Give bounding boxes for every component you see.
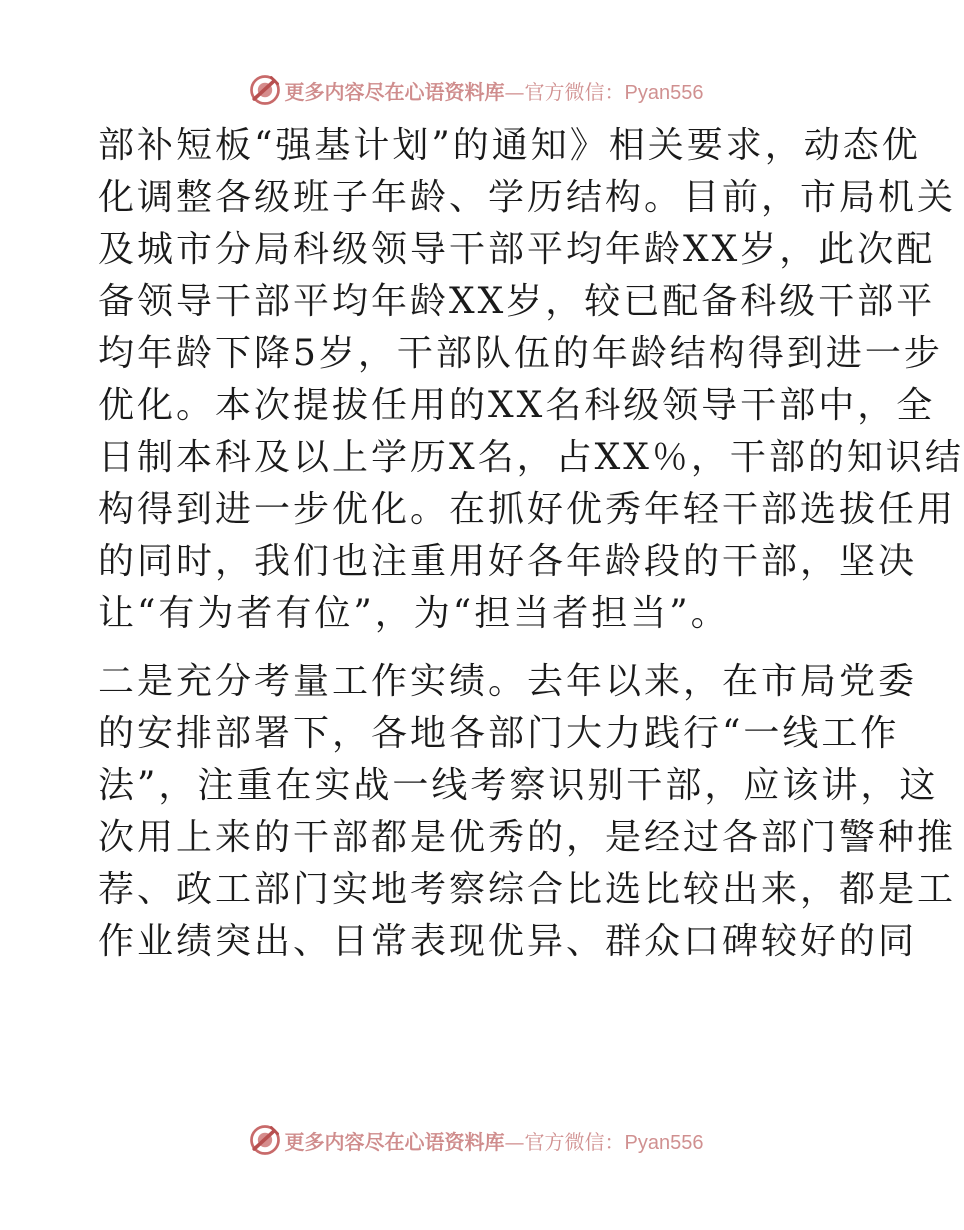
text-line: 作业绩突出、日常表现优异、群众口碑较好的同	[98, 921, 918, 962]
body-text	[98, 120, 964, 968]
text-line: 的安排部署下，各地各部门大力践行“一线工作	[98, 713, 900, 754]
text-line: 构得到进一步优化。在抓好优秀年轻干部选拔任用	[98, 489, 957, 530]
text-line: 化调整各级班子年龄、学历结构。目前，市局机关	[98, 177, 957, 218]
text-line: 让“有为者有位”，为“担当者担当”。	[98, 593, 730, 634]
text-line: 的同时，我们也注重用好各年龄段的干部，坚决	[98, 541, 918, 582]
watermark-text	[285, 1126, 704, 1155]
paragraph-gap	[98, 640, 858, 656]
watermark-main-text: 更多内容尽在心语资料库	[284, 1129, 505, 1154]
watermark-wechat-handle: Pyan556	[624, 1131, 704, 1154]
text-line: 备领导干部平均年龄XX岁，较已配备科级干部平	[98, 281, 936, 322]
watermark-wechat-label: 官方微信：	[524, 79, 625, 104]
mouse-pen-logo-icon	[247, 1122, 283, 1158]
footer-watermark	[0, 1120, 950, 1160]
watermark-wechat-label: 官方微信：	[524, 1129, 625, 1154]
paragraph-1	[98, 120, 964, 640]
watermark-wechat-handle: Pyan556	[624, 81, 704, 104]
text-line: 优化。本次提拔任用的XX名科级领导干部中，全	[98, 385, 936, 426]
text-line: 次用上来的干部都是优秀的，是经过各部门警种推	[98, 817, 957, 858]
mouse-pen-logo-icon	[247, 72, 283, 108]
text-line: 法”，注重在实战一线考察识别干部，应该讲，这	[98, 765, 939, 806]
text-line: 均年龄下降5岁，干部队伍的年龄结构得到进一步	[98, 333, 943, 374]
text-line: 部补短板“强基计划”的通知》相关要求，动态优	[98, 125, 921, 166]
watermark-separator: —	[504, 1129, 525, 1154]
watermark-text	[285, 76, 704, 105]
text-line: 荐、政工部门实地考察综合比选比较出来，都是工	[98, 869, 957, 910]
text-line: 日制本科及以上学历X名，占XX％，干部的知识结	[98, 437, 964, 478]
text-line: 及城市分局科级领导干部平均年龄XX岁，此次配	[98, 229, 936, 270]
watermark-main-text: 更多内容尽在心语资料库	[284, 79, 505, 104]
watermark-separator: —	[504, 79, 525, 104]
paragraph-2	[98, 656, 957, 968]
text-line: 二是充分考量工作实绩。去年以来，在市局党委	[98, 661, 918, 702]
header-watermark	[0, 70, 950, 110]
